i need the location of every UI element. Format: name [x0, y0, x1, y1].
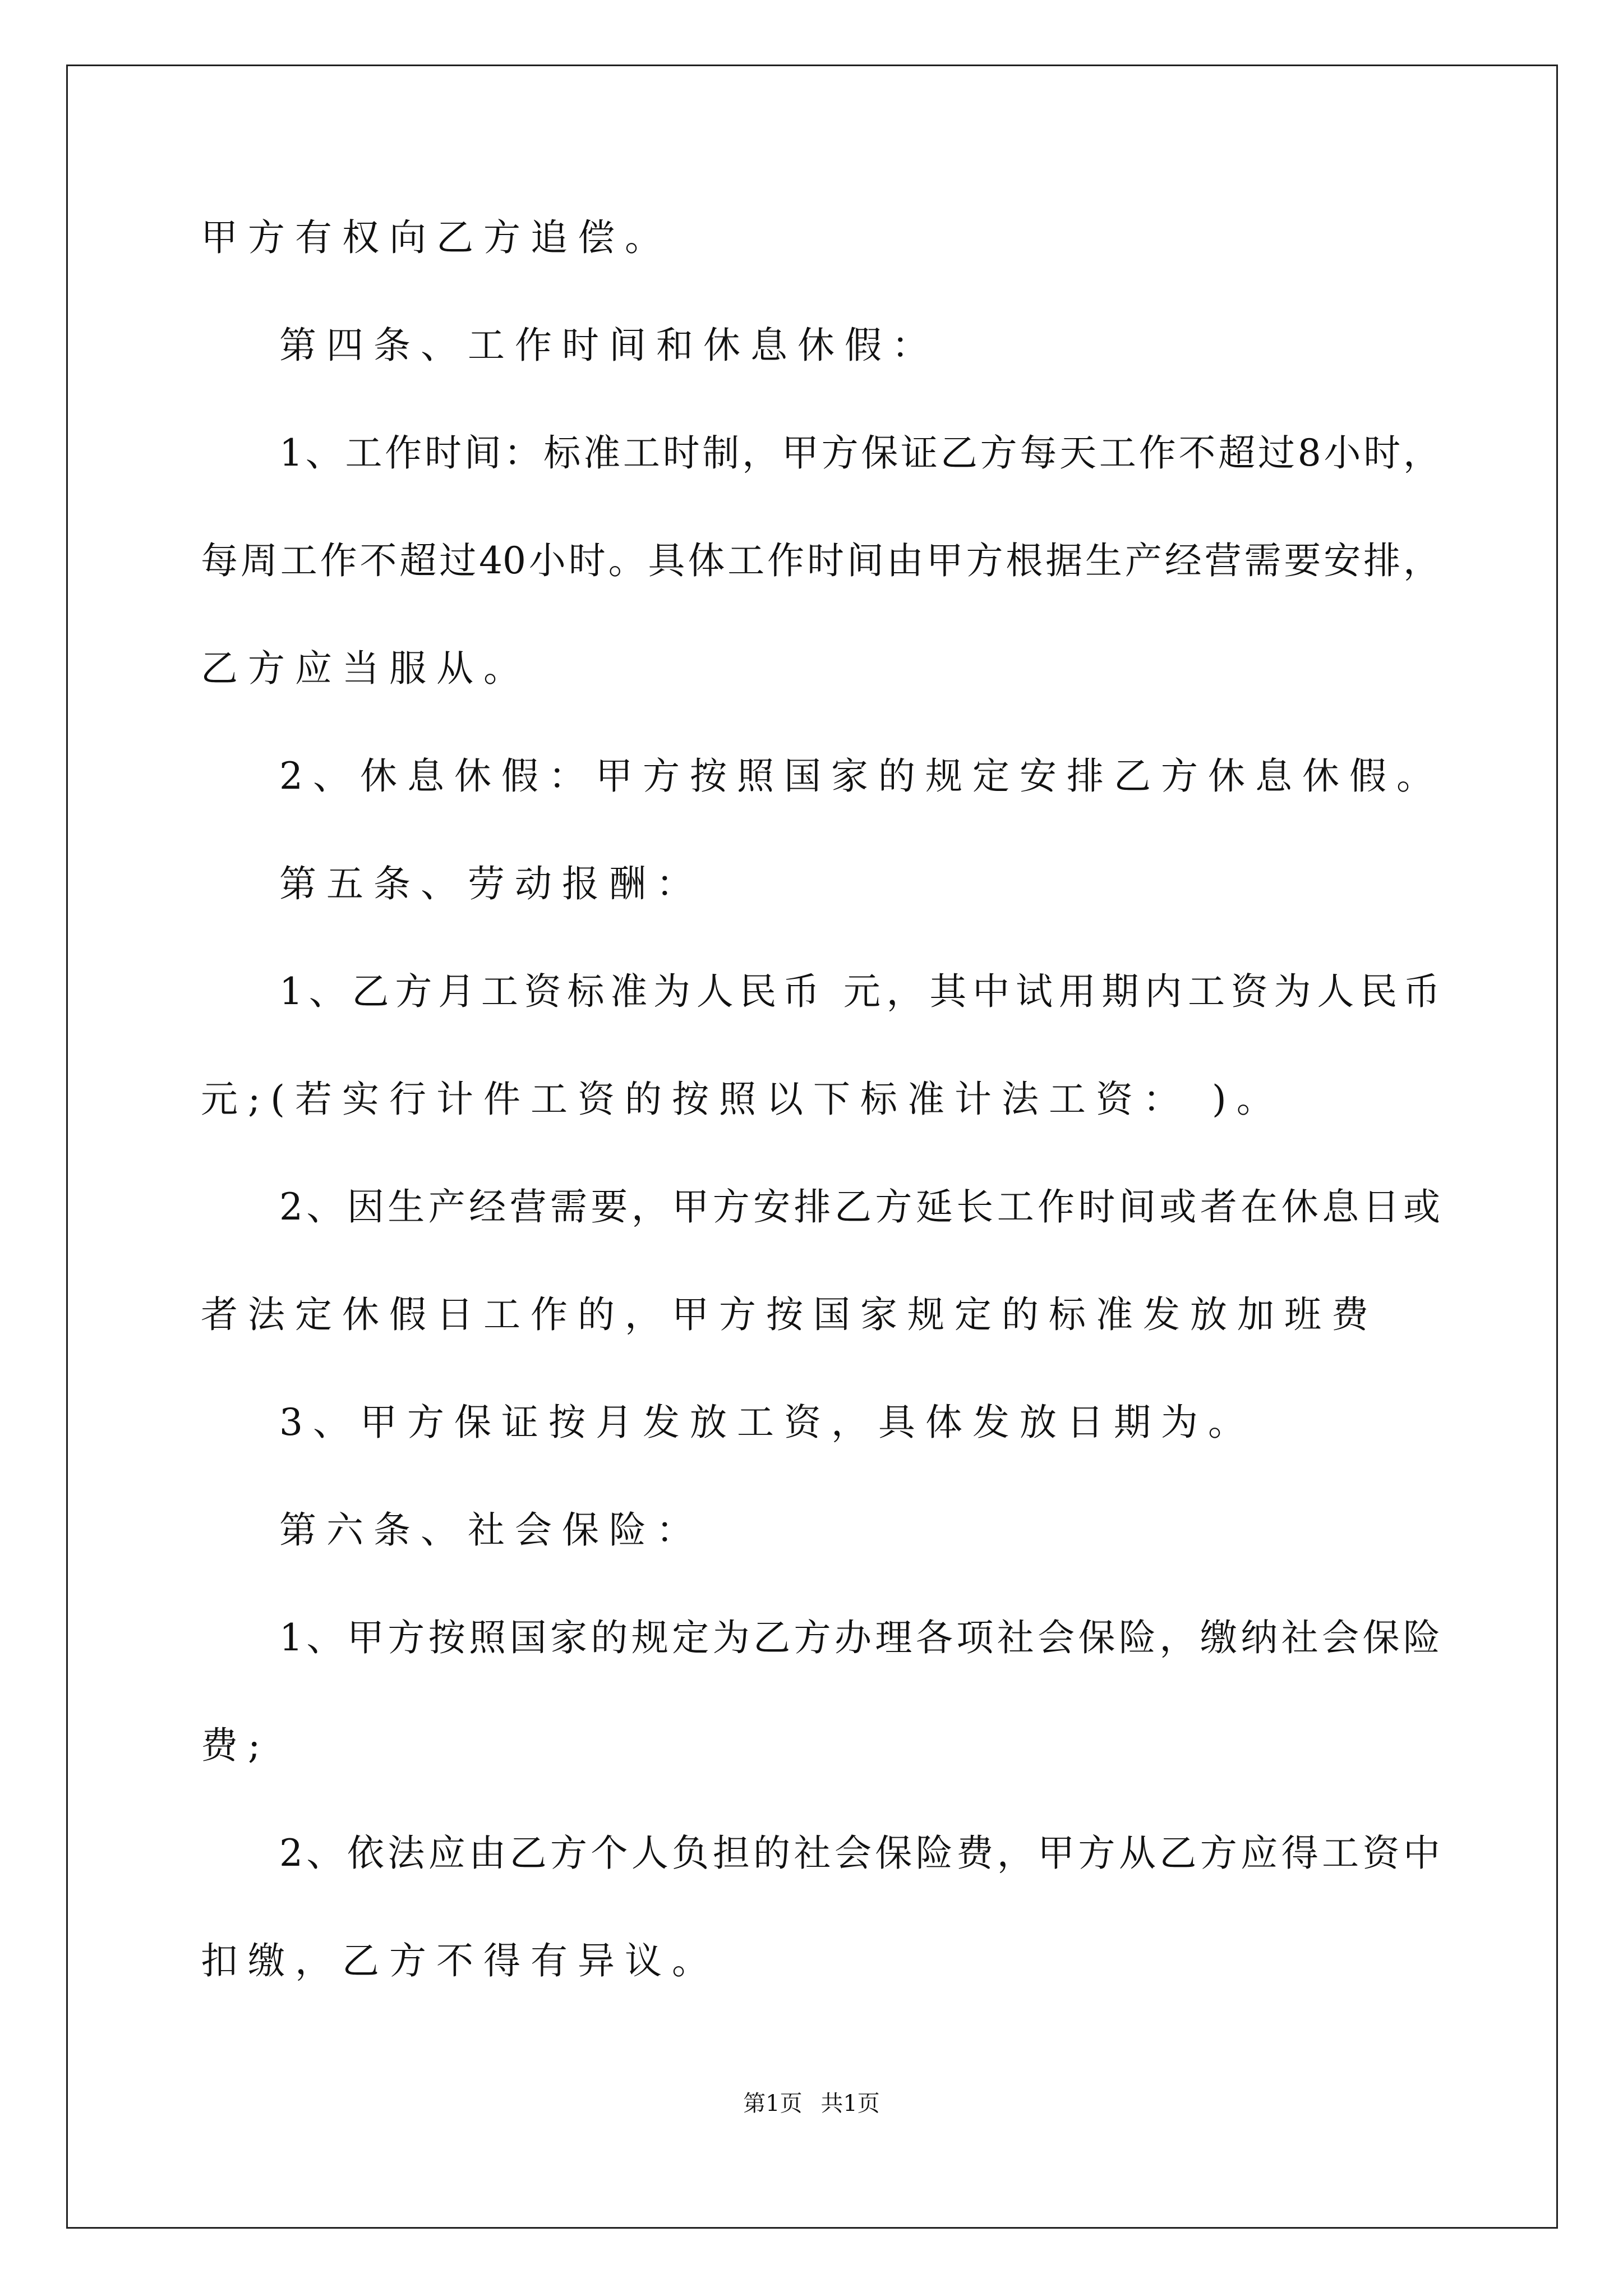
page-total: 共1页 — [820, 2091, 880, 2116]
page-number: 第1页 — [743, 2091, 803, 2116]
text-line-16: 2、依法应由乙方个人负担的社会保险费，甲方从乙方应得工资中 — [279, 1832, 1440, 1875]
text-line-1: 甲方有权向乙方追偿。 — [201, 216, 672, 259]
section-heading-5: 第五条、劳动报酬： — [279, 862, 703, 905]
text-line-6: 2、休息休假：甲方按照国家的规定安排乙方休息休假。 — [279, 754, 1444, 798]
text-line-11: 者法定休假日工作的，甲方按国家规定的标准发放加班费 — [201, 1293, 1378, 1336]
page-border — [66, 65, 1558, 2229]
text-line-12: 3、甲方保证按月发放工资，具体发放日期为。 — [279, 1401, 1255, 1444]
text-line-17: 扣缴，乙方不得有异议。 — [201, 1939, 719, 1982]
text-line-14: 1、甲方按照国家的规定为乙方办理各项社会保险，缴纳社会保险 — [279, 1616, 1440, 1659]
text-line-9: 元;(若实行计件工资的按照以下标准计法工资： )。 — [201, 1078, 1284, 1121]
text-line-4: 每周工作不超过40小时。具体工作时间由甲方根据生产经营需要安排， — [201, 539, 1440, 582]
text-line-5: 乙方应当服从。 — [201, 647, 531, 690]
section-heading-6: 第六条、社会保险： — [279, 1508, 703, 1552]
section-heading-4: 第四条、工作时间和休息休假： — [279, 324, 939, 367]
page-footer — [0, 2087, 1623, 2120]
text-line-3: 1、工作时间：标准工时制，甲方保证乙方每天工作不超过8小时， — [279, 431, 1440, 475]
text-line-15: 费; — [201, 1724, 271, 1767]
text-line-10: 2、因生产经营需要，甲方安排乙方延长工作时间或者在休息日或 — [279, 1185, 1440, 1228]
text-line-8: 1、乙方月工资标准为人民币 元，其中试用期内工资为人民币 — [279, 970, 1440, 1013]
